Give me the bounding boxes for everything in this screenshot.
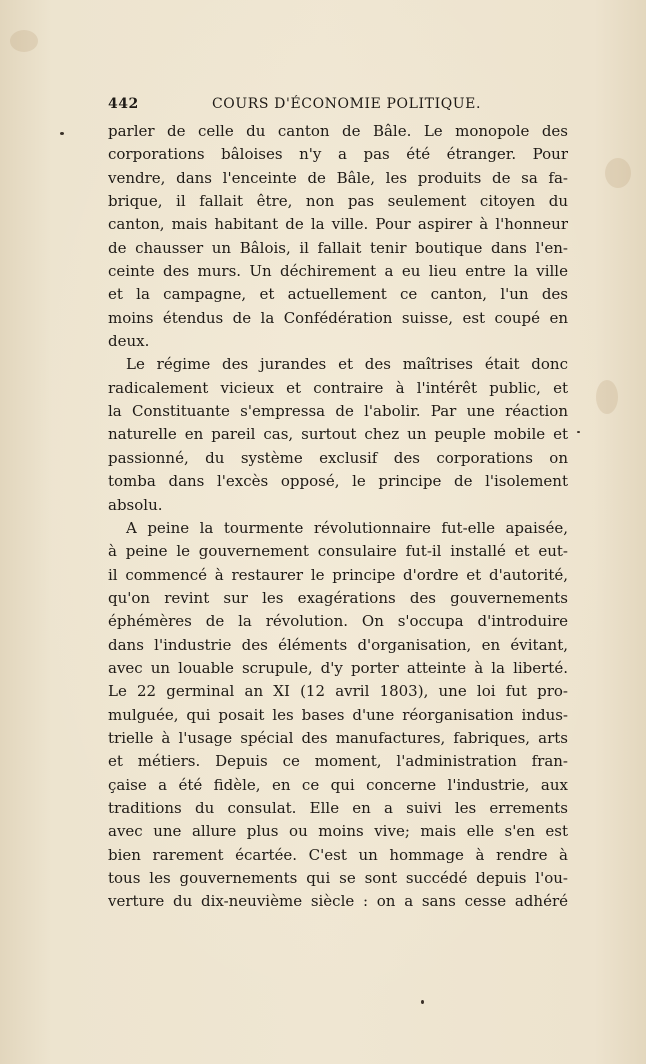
text-line: corporations bâloises n'y a pas été étranger. Pour — [108, 145, 568, 164]
text-line: deux. — [108, 332, 150, 351]
running-title: COURS D'ÉCONOMIE POLITIQUE. — [212, 96, 482, 112]
page-header — [108, 96, 570, 116]
paper-stain — [605, 158, 631, 188]
text-line: brique, il fallait être, non pas seulement citoyen du — [108, 192, 568, 211]
text-line: dans l'industrie des éléments d'organisation, en évitant, — [108, 635, 568, 654]
text-line: la Constituante s'empressa de l'abolir. Par une réaction — [108, 402, 568, 421]
text-line: et la campagne, et actuellement ce canton, l'un des — [108, 285, 568, 304]
ink-speck — [421, 1000, 424, 1004]
ink-speck — [60, 132, 64, 135]
text-line: Le régime des jurandes et des maîtrises était donc — [126, 355, 568, 374]
text-line: avec un louable scrupule, d'y porter atteinte à la liberté. — [108, 658, 568, 677]
text-line: à peine le gouvernement consulaire fut-il installé et eut- — [108, 542, 568, 561]
text-line: Le 22 germinal an XI (12 avril 1803), une loi fut pro- — [108, 682, 568, 701]
paper-stain — [596, 380, 618, 414]
text-line: radicalement vicieux et contraire à l'intérêt public, et — [108, 378, 568, 397]
text-line: A peine la tourmente révolutionnaire fut-elle apaisée, — [126, 518, 568, 537]
page-number: 442 — [108, 96, 139, 112]
text-line: moins étendus de la Confédération suisse, est coupé en — [108, 308, 568, 327]
text-line: vendre, dans l'enceinte de Bâle, les produits de sa fa- — [108, 168, 568, 187]
ink-speck — [577, 431, 580, 433]
body-text — [108, 120, 568, 914]
text-line: verture du dix-neuvième siècle : on a sans cesse adhéré — [108, 892, 568, 911]
text-line: parler de celle du canton de Bâle. Le monopole des — [108, 122, 568, 140]
text-line: trielle à l'usage spécial des manufactures, fabriques, arts — [108, 728, 568, 747]
text-line: mulguée, qui posait les bases d'une réorganisation indus- — [108, 705, 568, 724]
paper-stain — [10, 30, 38, 52]
text-line: de chausser un Bâlois, il fallait tenir boutique dans l'en- — [108, 238, 568, 257]
text-line: bien rarement écartée. C'est un hommage à rendre à — [108, 845, 568, 864]
text-line: il commencé à restaurer le principe d'ordre et d'autorité, — [108, 565, 568, 584]
text-line: çaise a été fidèle, en ce qui concerne l'industrie, aux — [108, 775, 568, 794]
text-line: passionné, du système exclusif des corporations on — [108, 448, 568, 467]
text-line: tous les gouvernements qui se sont succédé depuis l'ou- — [108, 869, 568, 887]
text-line: traditions du consulat. Elle en a suivi les errements — [108, 798, 568, 817]
text-line: qu'on revint sur les exagérations des gouvernements — [108, 588, 568, 607]
text-line: absolu. — [108, 495, 163, 514]
text-line: et métiers. Depuis ce moment, l'administration fran- — [108, 752, 568, 771]
text-line: naturelle en pareil cas, surtout chez un peuple mobile et — [108, 425, 568, 444]
text-line: ceinte des murs. Un déchirement a eu lieu entre la ville — [108, 262, 568, 281]
text-line: tomba dans l'excès opposé, le principe de l'isolement — [108, 472, 568, 491]
text-line: avec une allure plus ou moins vive; mais elle s'en est — [108, 822, 568, 841]
text-line: canton, mais habitant de la ville. Pour aspirer à l'honneur — [108, 215, 568, 234]
text-line: éphémères de la révolution. On s'occupa d'introduire — [108, 612, 568, 631]
